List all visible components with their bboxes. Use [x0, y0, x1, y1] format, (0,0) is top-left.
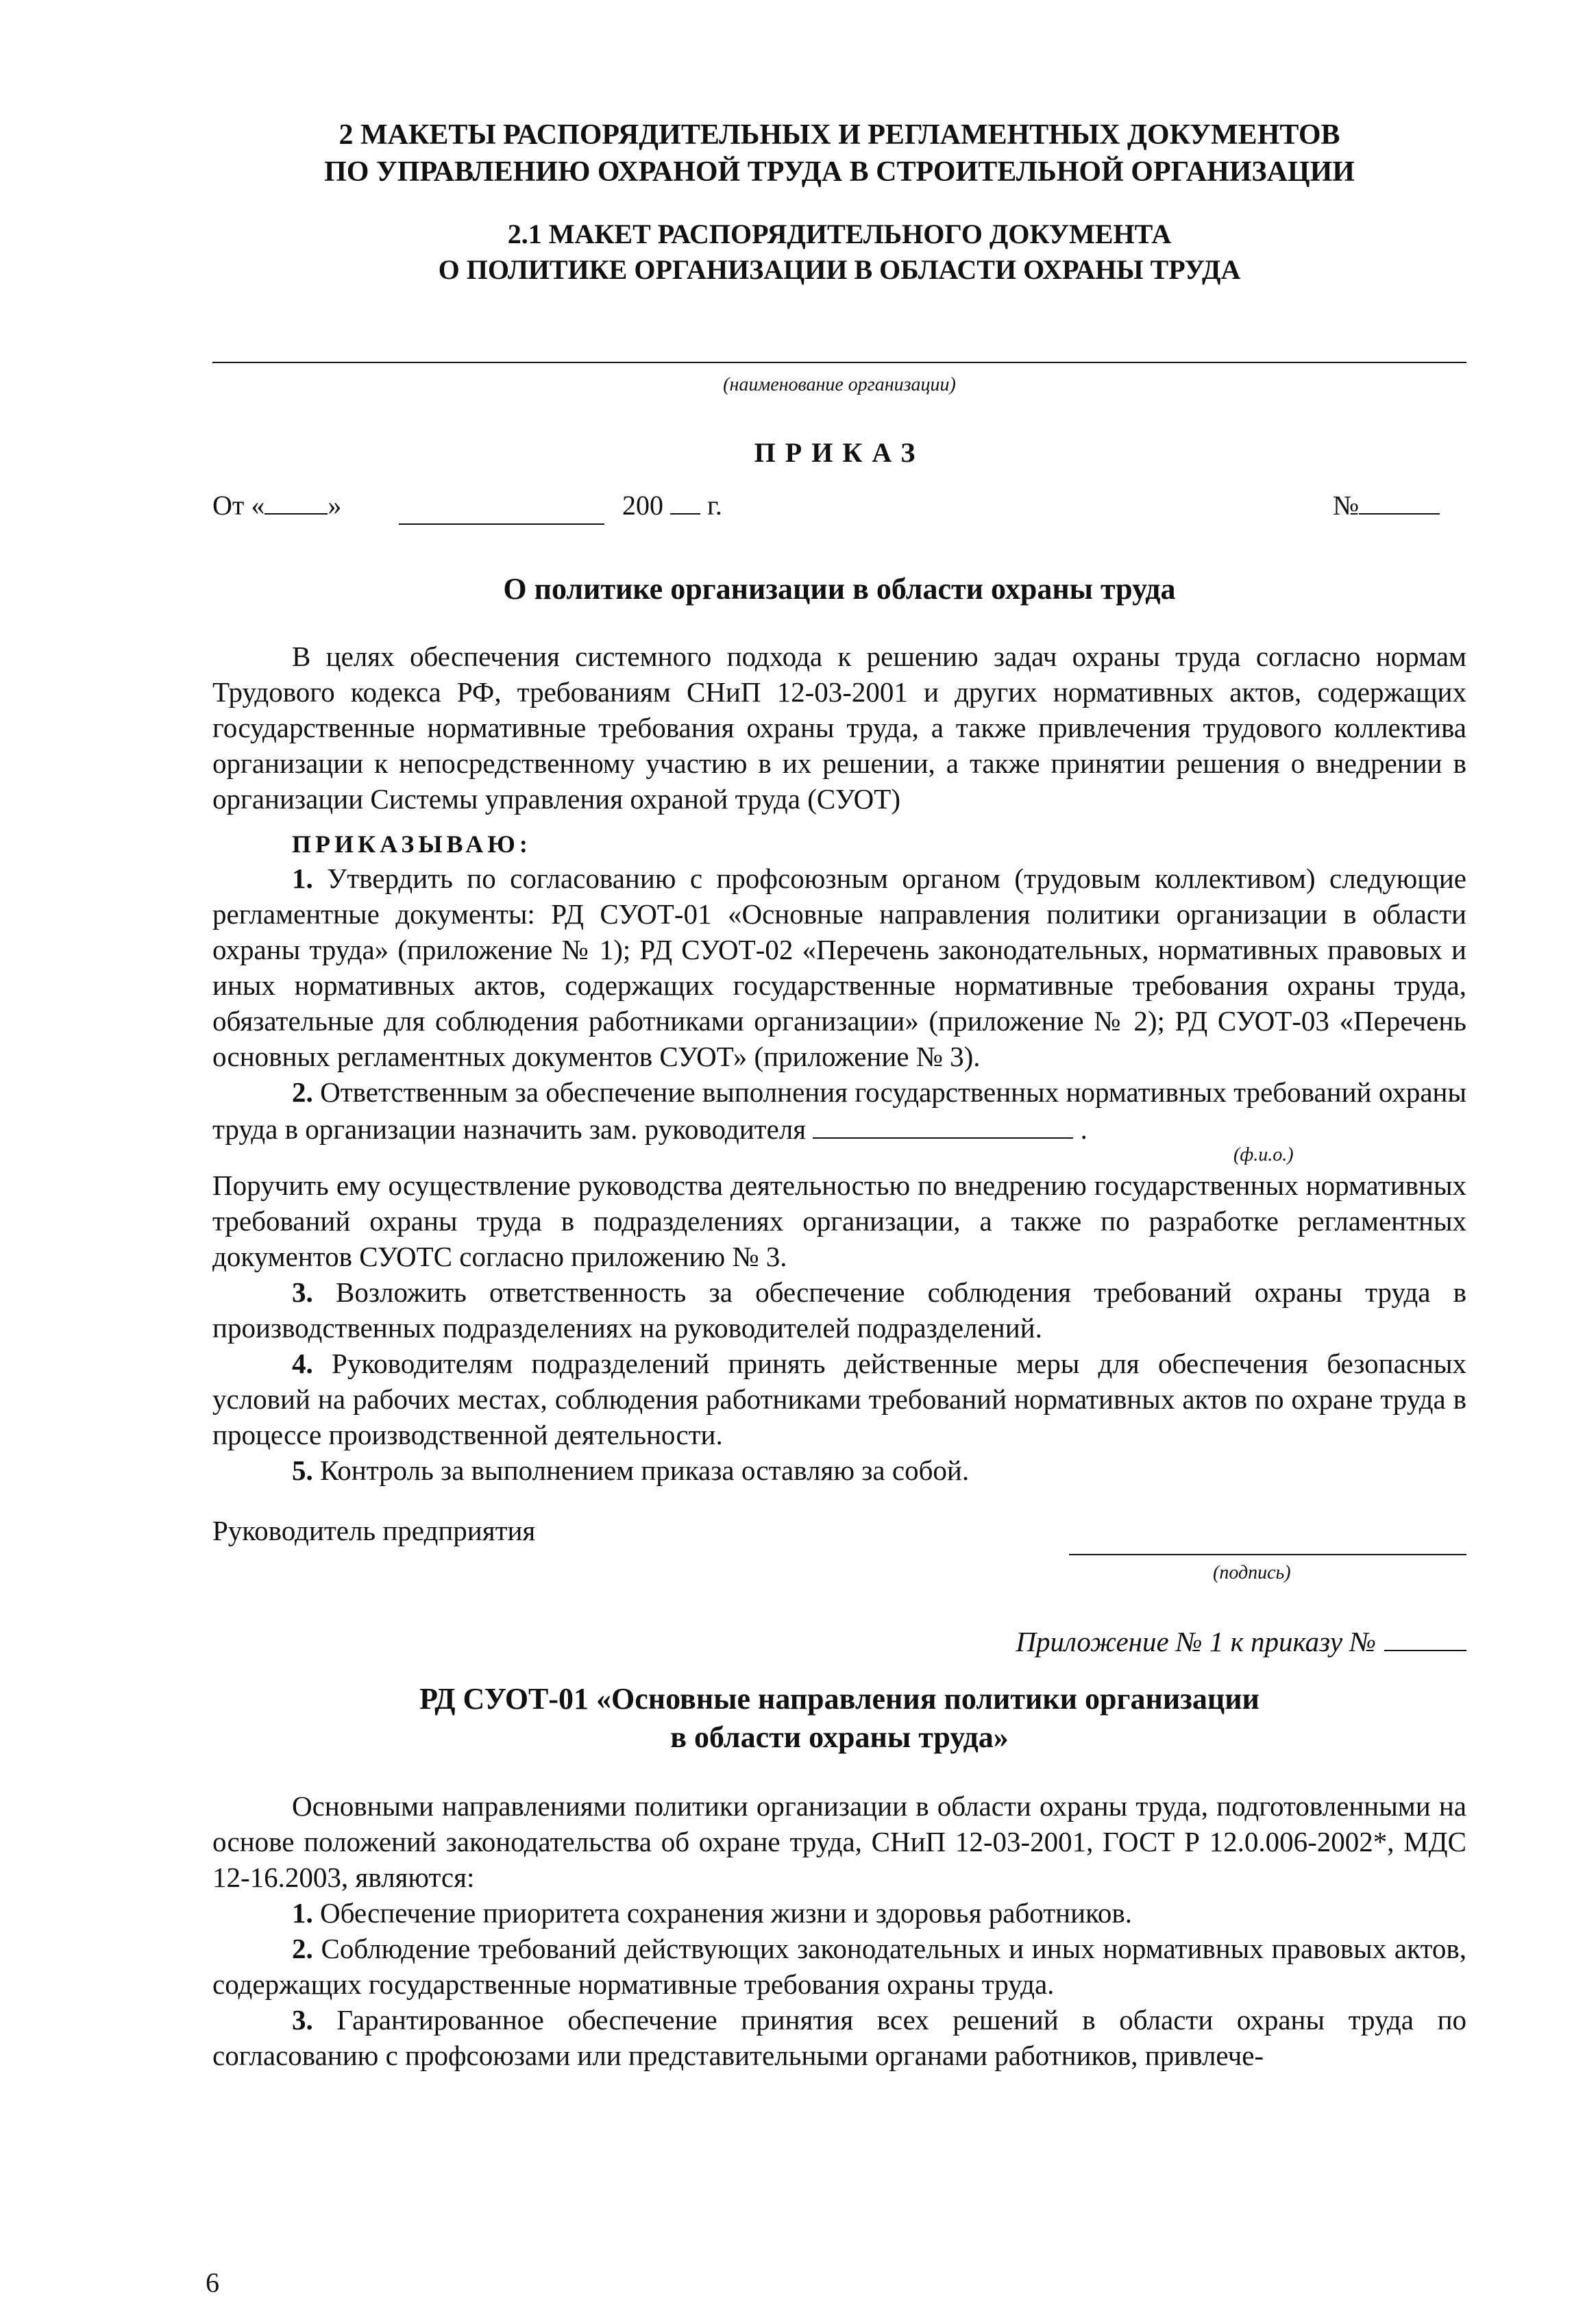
month-blank	[399, 493, 604, 525]
order-item-1: 1. Утвердить по согласованию с профсоюзным органом (трудовым коллективом) следующие регламентные документы: РД СУОТ-01 «Основные направления политики организации в области охраны труда» (приложение № 1); РД СУОТ-02 «Перечень законодательных, нормативных правовых и иных нормативных актов, содержащих государственные нормативные требования охраны труда, обязательные для соблюдения работниками организации» (приложение № 2); РД СУОТ-03 «Перечень основных регламентных документов СУОТ» (приложение № 3).	[212, 863, 1467, 1072]
order-word: ПРИКАЗ	[754, 437, 925, 468]
order-date-row	[212, 486, 1466, 525]
fio-blank	[813, 1110, 1073, 1139]
section-title	[212, 217, 1466, 288]
appendix-item-1: 1. Обеспечение приоритета сохранения жизни и здоровья работников.	[292, 1897, 1132, 1929]
order-number: №	[1333, 486, 1440, 525]
year-blank	[670, 486, 700, 515]
order-item-4: 4. Руководителям подразделений принять действенные меры для обеспечения безопасных условий на рабочих местах, соблюдения работниками требований нормативных актов по охране труда в процессе производственной деятельности.	[212, 1348, 1466, 1450]
order-item-3: 3. Возложить ответственность за обеспечение соблюдения требований охраны труда в производственных подразделениях на руководителей подразделений.	[212, 1276, 1467, 1344]
signer-label: Руководитель предприятия	[212, 1515, 536, 1546]
appendix-intro: Основными направлениями политики организации в области охраны труда, подготовленными на основе положений законодательства об охране труда, СНиП 12-03-2001, ГОСТ Р 12.0.006-2002*, МДС 12-16.2003, являются:	[212, 1790, 1466, 1893]
order-title: О политике организации в области охраны труда	[503, 572, 1176, 606]
order-item-5: 5. Контроль за выполнением приказа оставляю за собой.	[292, 1455, 970, 1486]
appendix-item-2: 2. Соблюдение требований действующих законодательных и иных нормативных правовых актов, содержащих государственные нормативные требования охраны труда.	[212, 1933, 1466, 2000]
year-label: 200 г.	[622, 486, 722, 525]
appendix-title	[212, 1680, 1466, 1757]
main-title-line2: ПО УПРАВЛЕНИЮ ОХРАНОЙ ТРУДА В СТРОИТЕЛЬНОЙ ОРГАНИЗАЦИИ	[324, 156, 1355, 188]
signature-line	[1069, 1554, 1466, 1555]
document-page	[212, 116, 1466, 2073]
fio-caption-row	[212, 1144, 1466, 1167]
appendix-title-line1: РД СУОТ-01 «Основные направления политики организации	[419, 1682, 1260, 1716]
signature-block	[212, 1513, 1466, 1616]
appendix-title-line2: в области охраны труда»	[670, 1720, 1009, 1754]
main-title-line1: 2 МАКЕТЫ РАСПОРЯДИТЕЛЬНЫХ И РЕГЛАМЕНТНЫХ ДОКУМЕНТОВ	[339, 119, 1340, 151]
section-title-line2: О ПОЛИТИКЕ ОРГАНИЗАЦИИ В ОБЛАСТИ ОХРАНЫ ТРУДА	[438, 254, 1241, 285]
appendix-number-blank	[1384, 1624, 1466, 1651]
page-number: 6	[206, 2267, 219, 2298]
order-preamble: В целях обеспечения системного подхода к решению задач охраны труда согласно нормам Трудового кодекса РФ, требованиям СНиП 12-03-2001 и других нормативных актов, содержащих государственные нормативные требования охраны труда, а также привлечения трудового коллектива организации к непосредственному участию в их решении, а также принятии решения о внедрении в организации Системы управления охраной труда (СУОТ)	[212, 641, 1466, 815]
fio-caption: (ф.и.о.)	[1233, 1144, 1294, 1165]
order-item-2-continuation: Поручить ему осуществление руководства деятельностью по внедрению государственных нормативных требований охраны труда в подразделениях организации, а также по разработке регламентных документов СУОТС согласно приложению № 3.	[212, 1170, 1466, 1272]
orders-word: ПРИКАЗЫВАЮ:	[292, 830, 532, 858]
date-prefix: От « »	[212, 486, 341, 525]
number-blank	[1359, 486, 1440, 515]
signature-caption: (подпись)	[1213, 1562, 1291, 1583]
day-blank	[265, 486, 328, 515]
order-item-2: 2. Ответственным за обеспечение выполнения государственных нормативных требований охраны труда в организации назначить зам. руководителя .	[212, 1076, 1467, 1145]
organization-caption: (наименование организации)	[723, 374, 956, 395]
main-title	[212, 116, 1466, 190]
section-title-line1: 2.1 МАКЕТ РАСПОРЯДИТЕЛЬНОГО ДОКУМЕНТА	[507, 219, 1172, 249]
organization-name-line	[212, 362, 1466, 363]
appendix-reference: Приложение № 1 к приказу №	[212, 1624, 1466, 1659]
appendix-item-3: 3. Гарантированное обеспечение принятия всех решений в области охраны труда по согласованию с профсоюзами или представительными органами работников, привлече-	[212, 2004, 1467, 2071]
